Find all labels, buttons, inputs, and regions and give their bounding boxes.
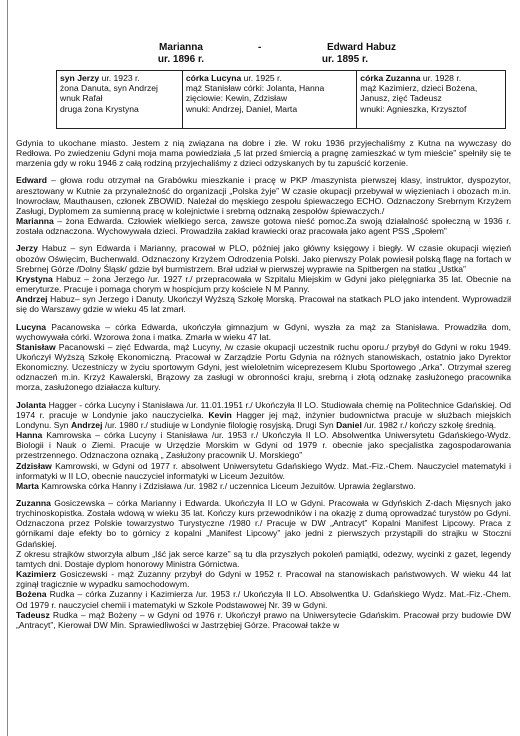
family-detail: Janusz, zięć Tadeusz	[360, 93, 442, 104]
person-name: Marianna	[16, 216, 54, 227]
family-detail: wnuki: Agnieszka, Krzysztof	[360, 103, 467, 114]
paragraph-text: Habuz – żona Jerzego /ur. 1927 r./ przepracowała w Szpitalu Miejskim w Gdyni jako pielęgniarka 35 lat. Obecnie na emeryturze. Pracuje i pomaga chorym w hospicjum przy kościele N M Panny.	[16, 273, 511, 295]
biography-paragraph	[16, 498, 511, 549]
biography-paragraph	[16, 400, 511, 430]
children-table	[56, 70, 506, 129]
mother-block	[136, 42, 226, 66]
family-line	[186, 73, 353, 83]
paragraph-text: /ur. 1982 r./ kończy szkołę średnią.	[361, 419, 497, 430]
paragraph-text: Z okresu strajków stworzyła album „Iść jak serce karze” są tu dla przyszłych pokoleń pamiątki, odezwy, wycinki z gazet, legendy tamtych dni. Dostaje dyplom honorowy Ministra Górnictwa.	[16, 548, 511, 569]
biography-paragraph	[16, 175, 511, 216]
mother-name: Marianna	[159, 42, 203, 53]
person-name: Tadeusz	[16, 609, 50, 620]
page-edge-line	[7, 0, 8, 736]
family-detail: żona Danuta, syn Andrzej	[60, 83, 158, 94]
person-name: Daniel	[336, 419, 362, 430]
person-name: Andrzej	[70, 419, 103, 430]
biography-paragraph	[16, 294, 511, 314]
paragraph-text: – głowa rodu otrzymał na Grabówku mieszkanie i pracę w PKP /maszynista pierwszej klasy, instruktor, dyspozytor, aresztowany w Kutnie za przynależność do organizacji „Polska żyje” W czasie okupacji przebywał w więzieniach i obozach m.in. Inowrocław, Mauthausen, członek ZBOWiD. Należał do męskiego zespołu śpiewaczego ECHO. Odznaczony Srebrnym Krzyżem Zasługi, Dyplomem za sumienną pracę w kolejnictwie i srebrną odznaką zespołów śpiewaczych./	[16, 175, 511, 216]
family-line	[60, 104, 179, 114]
person-name: Krystyna	[16, 273, 53, 284]
paragraph-text: Gosiczewski - mąż Zuzanny przybył do Gdyni w 1952 r. Pracował na stanowiskach państwowych. W wieku 44 lat zginął tragicznie w wypadku samochodowym.	[16, 569, 511, 590]
paragraph-text: Habuz – syn Edwarda i Marianny, pracował w PLO, później jako główny księgowy i biegły. W czasie okupacji więzień obozów Oświęcim, Buchenwald. Odznaczony Krzyżem Odrodzenia Polski. Jako pierwszy Polak powiesił polską flagę na fortach w Srebrnej Górze /Dolny Śląsk/ gdzie był burmistrzem. Brał udział w pierwszej wyprawie na Spitbergen na statku „Ustka”	[16, 243, 511, 274]
paragraph-text: Kamrowski, w Gdyni od 1977 r. absolwent Uniwersytetu Gdańskiego Wydz. Mat.-Fiz.-Chem. Nauczyciel matematyki i informatyki w II LO, obecnie nauczyciel informatyki w Liceum Jezuitów.	[16, 460, 511, 481]
family-line	[360, 83, 502, 93]
child-cell-zuzanna	[357, 71, 506, 129]
person-name: Edward	[16, 175, 48, 186]
family-detail: mąż Stanisław córki: Jolanta, Hanna	[185, 83, 325, 94]
family-line	[186, 83, 353, 93]
paragraph-text: Habuz– syn Jerzego i Danuty. Ukończył Wyższą Szkołę Morską. Pracował na statkach PLO jako intendent. Wyprowadził się do Warszawy gdzie w wieku 45 lat zmarł.	[16, 294, 511, 315]
person-name: Lucyna	[16, 321, 47, 332]
children-row	[57, 71, 506, 129]
family-detail: zięciowie: Kewin, Zdzisław	[185, 93, 288, 104]
biography-paragraph	[16, 216, 511, 236]
person-name: Jerzy	[16, 243, 38, 254]
paragraph-text: Gdynia to ukochane miasto. Jestem z nią związana na dobre i złe. W roku 1936 przyjechaliśmy z Kutna na wywczasy do Redłowa. Po zwiedzeniu Gdyni moja mama powiedziała „5 lat przed śmiercią a pragnę zamieszkać w tym mieście” spełniły się te marzenia gdy w roku 1946 z całą rodziną przyjechaliśmy z dzieci odzyskanych by tu zapuścić korzenie.	[16, 138, 511, 169]
person-name: córka Zuzanna	[360, 73, 421, 83]
biography-paragraph	[16, 430, 511, 460]
father-surname: Habuz	[366, 42, 396, 53]
person-name: Kevin	[208, 409, 232, 420]
paragraph-text: Kamrowska – córka Lucyny i Stanisława /ur. 1953 r./ Ukończyła II LO. Absolwentka Uniwersytetu Gdańskiego-Wydz. Biologii i Nauk o Ziemi. Pracuje w Urzędzie Morskim w Gdyni od 1979 r. obecnie jako specjalistka zagospodarowania przestrzennego. Odznaczona oznaką „ Zasłużony pracownik U. Morskiego”	[16, 430, 511, 461]
biography-paragraph	[16, 589, 511, 609]
paragraph-text: Rudka – córka Zuzanny i Kazimierza /ur. 1953 r./ Ukończyła II LO. Absolwentka U. Gdańskiego Wydz. Mat.-Fiz.-Chem. Od 1979 r. nauczyciel chemii i matematyki w Szkole Podstawowej Nr. 39 w Gdyni.	[16, 589, 511, 610]
person-name: Zdzisław	[16, 460, 52, 471]
child-cell-lucyna	[182, 71, 356, 129]
family-line	[360, 93, 502, 103]
family-line	[60, 93, 179, 103]
paragraph-text: Rudka – mąż Bożeny – w Gdyni od 1976 r. Ukończył prawo na Uniwersytecie Gdańskim. Pracował przy budowie DW „Antracyt”, Kierował DW Min. Sprawiedliwości w Jastrzębiej Górze. Pracował także w	[16, 609, 511, 630]
biography-paragraph	[16, 610, 511, 630]
person-name: syn Jerzy	[60, 73, 100, 83]
family-line	[60, 73, 179, 83]
person-name: Kazimierz	[16, 569, 57, 580]
person-name: Stanisław	[16, 341, 56, 352]
paragraph-text: Pacanowska – córka Edwarda, ukończyła gimnazjum w Gdyni, wyszła za mąż za Stanisława. Prowadziła dom, wychowywała córki. Wzorowa żona i matka. Zmarła w wieku 47 lat.	[16, 321, 511, 342]
father-name: Edward	[326, 42, 364, 53]
family-line	[360, 104, 502, 114]
biography-paragraph	[16, 243, 511, 273]
biography-paragraph	[16, 461, 511, 481]
family-detail: wnuki: Andrzej, Daniel, Marta	[185, 103, 298, 114]
biography-paragraph	[16, 481, 511, 491]
paragraph-text: Hagger - córka Lucyny i Stanisława /ur. 11.01.1951 r./ Ukończyła II LO. Studiowała chemię na Politechnice Gdańskiej. Od 1974 r. pracuje w Londynie jako nauczycielka.	[16, 399, 511, 420]
biography-paragraph	[16, 342, 511, 393]
person-name: Marta	[16, 480, 39, 491]
family-detail: wnuk Rafał	[60, 93, 103, 104]
person-name: Bożena	[16, 589, 47, 600]
family-detail: mąż Kazimierz, dzieci Bożena,	[360, 83, 478, 94]
biography-paragraph	[16, 322, 511, 342]
family-detail: ur. 1925 r.	[241, 73, 282, 83]
father-born: ur. 1895 r.	[321, 54, 369, 65]
paragraph-text: Hagger jej mąż, inżynier budownictwa pracuje w służbach miejskich Londynu. Syn	[16, 409, 512, 430]
header-dash: -	[258, 42, 262, 53]
family-header	[0, 42, 520, 70]
biography-paragraph	[16, 138, 511, 168]
family-line	[60, 83, 179, 93]
biography-paragraph	[16, 569, 511, 589]
person-name: Zuzanna	[16, 498, 51, 508]
family-detail: ur. 1928 r.	[420, 73, 462, 83]
paragraph-text: Pacanowski – zięć Edwarda, mąż Lucyny, /w czasie okupacji uczestnik ruchu oporu./ przybył do Gdyni w roku 1949. Ukończył Wyższą Szkołę Ekonomiczną. Pracował w Zarządzie Portu Gdynia na różnych stanowiskach, ostatnio jako Dyrektor Ekonomiczny. Uczestniczy w życiu sportowym Gdyni, jest wieloletnim wiceprezesem Klubu Sportowego „Arka”. Otrzymał szereg odznaczeń m.in. Krzyż Kawalerski, Brązowy za zasługi w obronności kraju, srebrną i złotą odznakę zasłużonego pracownika morza, zasłużonego działacza kultury.	[16, 341, 511, 393]
family-detail: ur. 1923 r.	[99, 73, 140, 83]
biography-paragraph	[16, 549, 511, 569]
family-line	[186, 93, 353, 103]
family-detail: druga żona Krystyna	[60, 103, 139, 114]
paragraph-text: Kamrowska córka Hanny i Zdzisława /ur. 1982 r./ uczennica Liceum Jezuitów. Uprawia żeglarstwo.	[38, 480, 416, 491]
person-name: Hanna	[16, 430, 43, 441]
biography-paragraph	[16, 274, 511, 294]
biography-text	[16, 138, 511, 630]
person-name: Andrzej	[16, 294, 48, 305]
mother-born: ur. 1896 r.	[157, 54, 205, 65]
person-name: córka Lucyna	[185, 73, 242, 83]
paragraph-text: /ur. 1980 r./ studiuje w Londynie filologię rosyjską. Drugi Syn	[102, 419, 337, 430]
family-line	[186, 104, 353, 114]
paragraph-text: Gosiczewska – córka Marianny i Edwarda. Ukończyła II LO w Gdyni. Pracowała w Gdyńskich Z-dach Mięsnych jako trychinoskopistka. Została wdową w wieku 35 lat. Kończy kurs przewodników i na okazję z dumą oprowadzać turystów po Gdyni. Odznaczona przez Polskie towarzystwo Turystyczne /1980 r./ Pracuje w DW „Antracyt” Kopalni Manifest Lipcowy. Praca z górnikami daje efekty bo to górnicy z kopalni „Manifest Lipcowy” jako jedni z pierwszych przystąpili do strajku w Stoczni Gdańskiej.	[16, 498, 511, 549]
child-cell-jerzy	[57, 71, 183, 129]
paragraph-text: – żona Edwarda. Człowiek wielkiego serca, zawsze gotowa nieść pomoc.Za swoją działalność społeczną w 1936 r. została odznaczona. Wychowywała dzieci. Prowadziła zakład krawiecki oraz pracowała jako agent PSS „Społem”	[16, 216, 511, 237]
person-name: Jolanta	[16, 399, 47, 410]
family-line	[360, 73, 502, 83]
